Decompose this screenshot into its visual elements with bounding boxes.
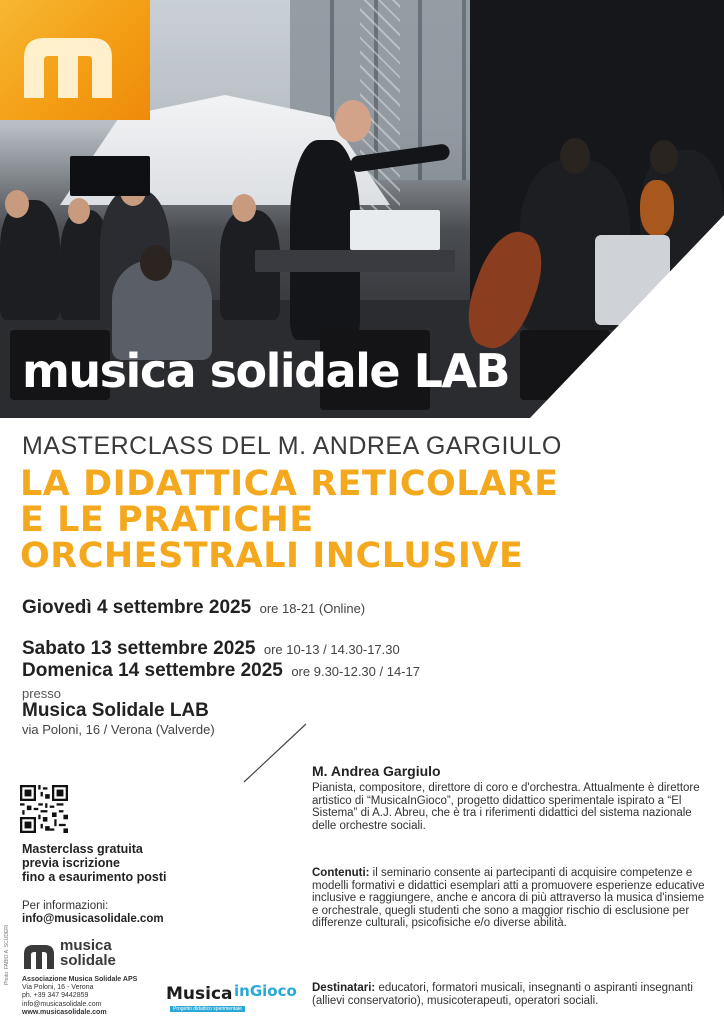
association-email[interactable]: info@musicasolidale.com [22, 1000, 102, 1008]
musician-head [140, 245, 172, 281]
association-phone: ph. +39 347 9442859 [22, 992, 89, 1000]
destinatari-text: educatori, formatori musicali, insegnanti o aspiranti insegnanti (allievi conservatorio), musicoterapeuti, operatori sociali. [312, 982, 693, 1007]
registration-line: Masterclass gratuita [22, 842, 143, 856]
date-entry [22, 597, 365, 619]
destinatari-paragraph [312, 982, 712, 1007]
association-name: Associazione Musica Solidale APS [22, 976, 138, 983]
date-time: ore 9.30-12.30 / 14-17 [291, 664, 420, 679]
masterclass-heading: MASTERCLASS DEL M. ANDREA GARGIULO [22, 432, 562, 460]
date-entry [22, 660, 420, 682]
date-entry [22, 638, 400, 660]
logo-word: musica [60, 937, 112, 954]
partner-logo-word2: inGioco [234, 982, 297, 1000]
presso-label: presso [22, 686, 62, 701]
headline-line: E LE PRATICHE [20, 500, 314, 540]
association-contacts [22, 976, 137, 1017]
musician-head [232, 194, 256, 222]
cellist-head [560, 138, 590, 174]
cellist-head [650, 140, 678, 174]
musica-solidale-logo-icon [22, 942, 56, 970]
hero-photo [0, 0, 724, 418]
bio-name: M. Andrea Gargiulo [312, 763, 441, 779]
date-time: ore 10-13 / 14.30-17.30 [263, 642, 400, 657]
contenuti-label: Contenuti: [312, 867, 370, 879]
contenuti-paragraph [312, 867, 712, 930]
destinatari-label: Destinatari: [312, 982, 376, 994]
registration-line: previa iscrizione [22, 856, 120, 870]
headline-line: ORCHESTRALI INCLUSIVE [20, 536, 524, 576]
registration-note [22, 842, 166, 884]
date-day: Domenica 14 settembre 2025 [22, 660, 283, 681]
musicaingioco-logo [166, 980, 298, 1016]
info-label: Per informazioni: [22, 900, 109, 912]
association-address: Via Poloni, 16 - Verona [22, 984, 94, 992]
event-headline [20, 466, 710, 574]
music-stand [70, 156, 150, 196]
brand-badge [0, 0, 150, 120]
m-logo-icon [18, 30, 118, 100]
musician-figure [0, 200, 60, 320]
photo-credit: Photo: FABIO A. SCUDERI [4, 924, 10, 985]
musician-head [5, 190, 29, 218]
bio-text: Pianista, compositore, direttore di coro e d'orchestra. Attualmente è direttore artistico di “MusicaInGioco”, progetto didattico sperimentale ispirato a “El Sistema” di A.J. Abreu, che è tra i riferimenti didattici del sistema nazionale delle orchestre sociali. [312, 782, 700, 832]
logo-word: solidale [60, 952, 116, 969]
headline-line: LA DIDATTICA RETICOLARE [20, 464, 559, 504]
music-stand-sheet [350, 210, 440, 250]
venue-address: via Poloni, 16 / Verona (Valverde) [22, 722, 215, 737]
cello [640, 180, 674, 236]
info-email-link[interactable]: info@musicasolidale.com [22, 913, 164, 925]
venue-name: Musica Solidale LAB [22, 700, 209, 721]
partner-logo-tagline: Progetto didattico sperimentale [170, 1006, 245, 1012]
date-day: Giovedì 4 settembre 2025 [22, 597, 252, 618]
date-day: Sabato 13 settembre 2025 [22, 638, 256, 659]
contenuti-text: il seminario consente ai partecipanti di acquisire competenze e modelli formativi e didattici esemplari atti a promuovere esperienze educative inclusive e raggiungere, anche e ancora di più attraverso la musica d'insieme e orchestrale, quegli studenti che sono a maggior rischio di esclusione per differenze culturali, psicofisiche e/o diverse abilità. [312, 867, 705, 930]
association-logo [22, 938, 132, 976]
diagonal-divider [240, 722, 310, 784]
association-logo-text [60, 938, 116, 968]
hero-title: musica solidale LAB [22, 344, 510, 398]
registration-line: fino a esaurimento posti [22, 870, 167, 884]
qr-code[interactable] [20, 785, 68, 833]
musician-head [68, 198, 90, 224]
keyboard-instrument [255, 250, 455, 272]
date-time: ore 18-21 (Online) [259, 601, 366, 616]
partner-logo-word1: Musica [166, 984, 233, 1004]
conductor-head [335, 100, 371, 142]
association-website[interactable]: www.musicasolidale.com [22, 1008, 107, 1016]
